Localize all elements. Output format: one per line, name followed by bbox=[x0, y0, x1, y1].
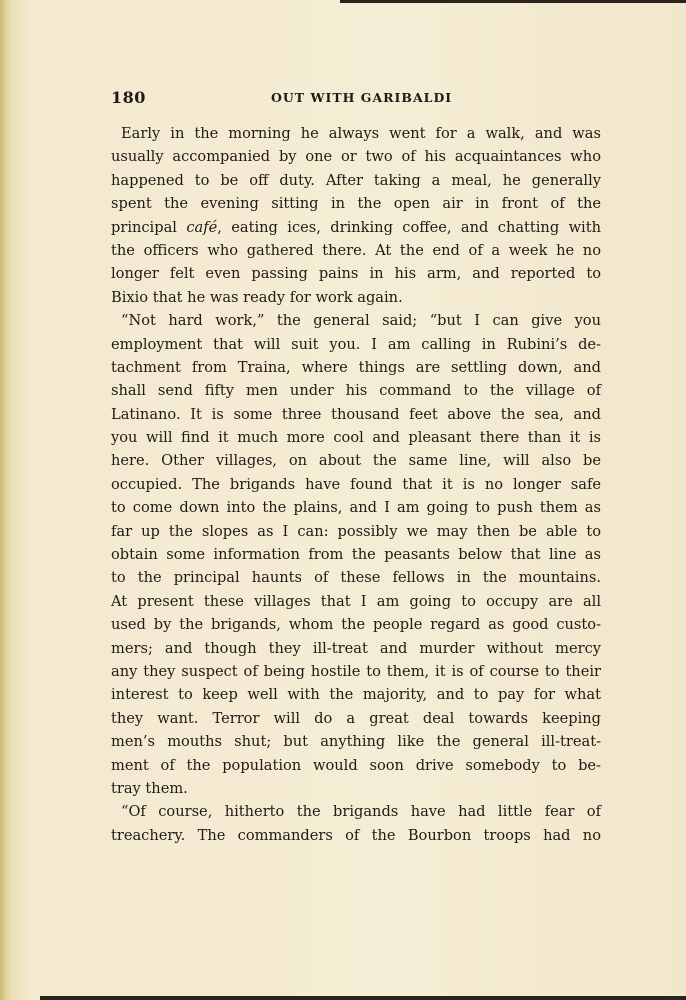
text-line: obtain some information from the peasants below that line as bbox=[111, 546, 601, 564]
page-header bbox=[111, 88, 601, 110]
text-line: mers; and though they ill-treat and murder without mercy bbox=[111, 639, 601, 657]
running-head: OUT WITH GARIBALDI bbox=[271, 90, 453, 105]
text-line: shall send fifty men under his command to the village of bbox=[111, 382, 601, 400]
text-line: Early in the morning he always went for a walk, and was bbox=[121, 125, 601, 142]
top-edge-shadow bbox=[340, 0, 686, 3]
text-line: they want. Terror will do a great deal towards keeping bbox=[111, 709, 601, 727]
text-line: interest to keep well with the majority, and to pay for what bbox=[111, 686, 601, 704]
text-line: occupied. The brigands have found that it is no longer safe bbox=[111, 475, 601, 493]
text-line: treachery. The commanders of the Bourbon troops had no bbox=[111, 826, 601, 844]
text-line: “Not hard work,” the general said; “but I can give you bbox=[121, 312, 601, 330]
text-line: usually accompanied by one or two of his acquaintances who bbox=[111, 148, 601, 166]
italic-word: café bbox=[186, 218, 218, 236]
text-line: the officers who gathered there. At the end of a week he no bbox=[111, 241, 601, 259]
text-line: here. Other villages, on about the same line, will also be bbox=[111, 452, 601, 470]
text-line: employment that will suit you. I am calling in Rubini’s de- bbox=[111, 335, 601, 353]
text-line: used by the brigands, whom the people regard as good custo- bbox=[111, 616, 601, 634]
body-text bbox=[111, 122, 601, 847]
page-gutter bbox=[0, 0, 14, 1000]
text-line: tachment from Traina, where things are settling down, and bbox=[111, 358, 601, 376]
text-line: Latinano. It is some three thousand feet above the sea, and bbox=[111, 405, 601, 423]
text-line: “Of course, hitherto the brigands have had little fear of bbox=[121, 803, 601, 821]
text-line: tray them. bbox=[111, 779, 188, 797]
text-line: principal café, eating ices, drinking coffee, and chatting with bbox=[111, 218, 601, 236]
text-line: far up the slopes as I can: possibly we may then be able to bbox=[111, 522, 601, 540]
text-line: happened to be off duty. After taking a meal, he generally bbox=[111, 171, 601, 189]
text-line: longer felt even passing pains in his arm, and reported to bbox=[111, 265, 601, 283]
text-line: Bixio that he was ready for work again. bbox=[111, 288, 403, 306]
text-line: At present these villages that I am going to occupy are all bbox=[111, 592, 601, 610]
text-line: to come down into the plains, and I am going to push them as bbox=[111, 499, 601, 517]
text-line: spent the evening sitting in the open air in front of the bbox=[111, 195, 601, 213]
bottom-edge-shadow bbox=[40, 996, 686, 1000]
page-number: 180 bbox=[111, 88, 146, 107]
text-line: you will find it much more cool and pleasant there than it is bbox=[111, 429, 601, 447]
text-line: ment of the population would soon drive somebody to be- bbox=[111, 756, 601, 774]
text-line: any they suspect of being hostile to them, it is of course to their bbox=[111, 662, 601, 680]
text-line: men’s mouths shut; but anything like the general ill-treat- bbox=[111, 733, 601, 751]
text-line: to the principal haunts of these fellows in the mountains. bbox=[111, 569, 601, 587]
